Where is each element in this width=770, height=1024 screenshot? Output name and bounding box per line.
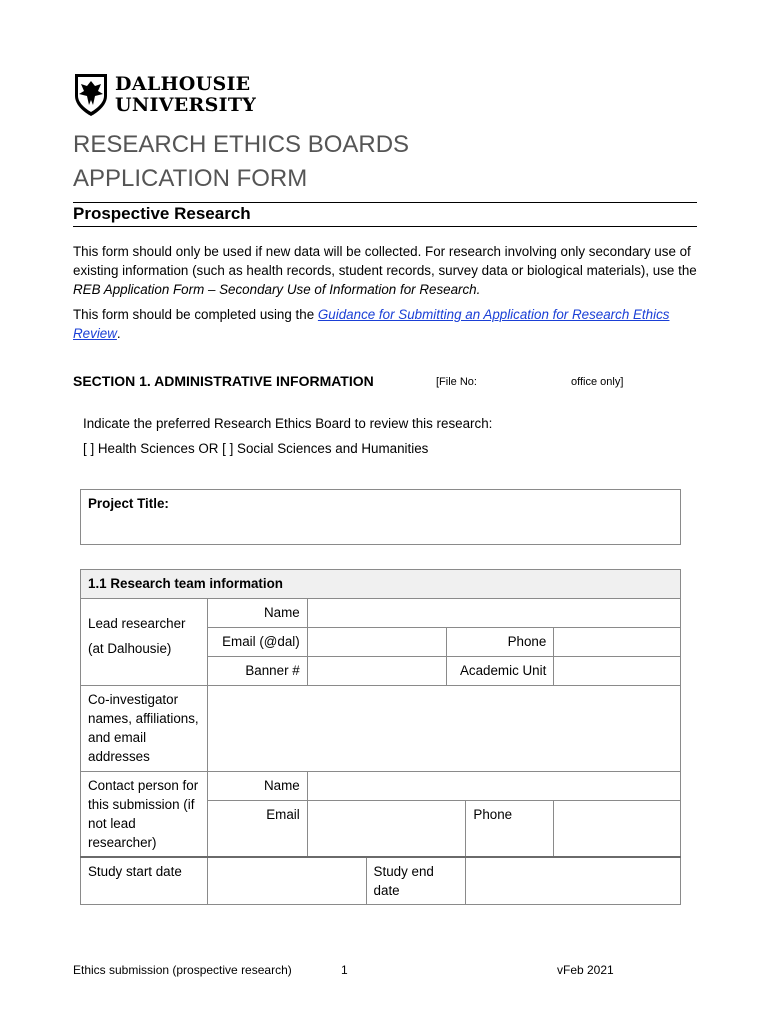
section-1-heading: SECTION 1. ADMINISTRATIVE INFORMATION (73, 373, 374, 389)
coinvestigator-label: Co-investigator names, affiliations, and email addresses (81, 686, 208, 772)
divider-top (73, 202, 697, 203)
university-logo (73, 72, 263, 120)
lead-phone-input[interactable] (554, 628, 681, 657)
lead-phone-label: Phone (447, 628, 554, 657)
start-date-label: Study start date (81, 857, 208, 905)
coinvestigator-input[interactable] (207, 686, 680, 772)
office-only-label: office only] (571, 376, 624, 388)
contact-email-input[interactable] (307, 801, 466, 858)
start-date-input[interactable] (207, 857, 366, 905)
end-date-input[interactable] (466, 857, 681, 905)
logo-line-1: DALHOUSIE (115, 73, 251, 95)
team-header: 1.1 Research team information (81, 570, 681, 599)
board-options[interactable]: [ ] Health Sciences OR [ ] Social Sciences and Humanities (83, 441, 429, 456)
intro-paragraph-2 (73, 305, 703, 343)
board-prompt: Indicate the preferred Research Ethics Board to review this research: (83, 416, 493, 431)
project-title-label: Project Title: (88, 496, 169, 511)
intro-paragraph-1 (73, 242, 703, 299)
contact-phone-input[interactable] (554, 801, 681, 858)
logo-wordmark (115, 74, 256, 116)
lead-researcher-label (81, 599, 208, 686)
logo-line-2: UNIVERSITY (115, 94, 257, 116)
guidance-link[interactable]: Guidance for Submitting an Application for Research Ethics Review (73, 307, 670, 341)
page-number: 1 (341, 963, 348, 977)
guidance-suffix: . (116, 326, 121, 341)
title-line-2: APPLICATION FORM (73, 165, 308, 192)
guidance-prefix: This form should be completed using the (73, 307, 318, 322)
lead-label-line-2: (at Dalhousie) (88, 641, 172, 656)
version-label: vFeb 2021 (557, 963, 614, 977)
lead-email-label: Email (@dal) (207, 628, 307, 657)
form-subtitle: Prospective Research (73, 204, 251, 223)
project-title-table (80, 489, 681, 545)
lead-email-input[interactable] (307, 628, 447, 657)
page-title (73, 128, 409, 196)
banner-input[interactable] (307, 657, 447, 686)
contact-name-label: Name (207, 772, 307, 801)
intro-text: This form should only be used if new data will be collected. For research involving only secondary use of existing information (such as health records, student records, survey data or biological materials), use the (73, 244, 697, 278)
title-line-1: RESEARCH ETHICS BOARDS (73, 131, 410, 158)
contact-person-label: Contact person for this submission (if not lead researcher) (81, 772, 208, 858)
lead-name-label: Name (207, 599, 307, 628)
file-no-label: [File No: (436, 376, 477, 388)
banner-label: Banner # (207, 657, 307, 686)
project-title-field[interactable] (81, 490, 681, 545)
footer-title: Ethics submission (prospective research) (73, 963, 292, 977)
lead-label-line-1: Lead researcher (88, 616, 186, 631)
academic-unit-label: Academic Unit (447, 657, 554, 686)
secondary-use-form-name: REB Application Form – Secondary Use of Information for Research. (73, 282, 481, 297)
contact-name-input[interactable] (307, 772, 680, 801)
research-team-table (80, 569, 681, 905)
crest-icon (73, 72, 109, 118)
divider-bottom (73, 226, 697, 227)
lead-name-input[interactable] (307, 599, 680, 628)
contact-email-label: Email (207, 801, 307, 858)
academic-unit-input[interactable] (554, 657, 681, 686)
contact-phone-label: Phone (466, 801, 554, 858)
end-date-label: Study end date (366, 857, 466, 905)
